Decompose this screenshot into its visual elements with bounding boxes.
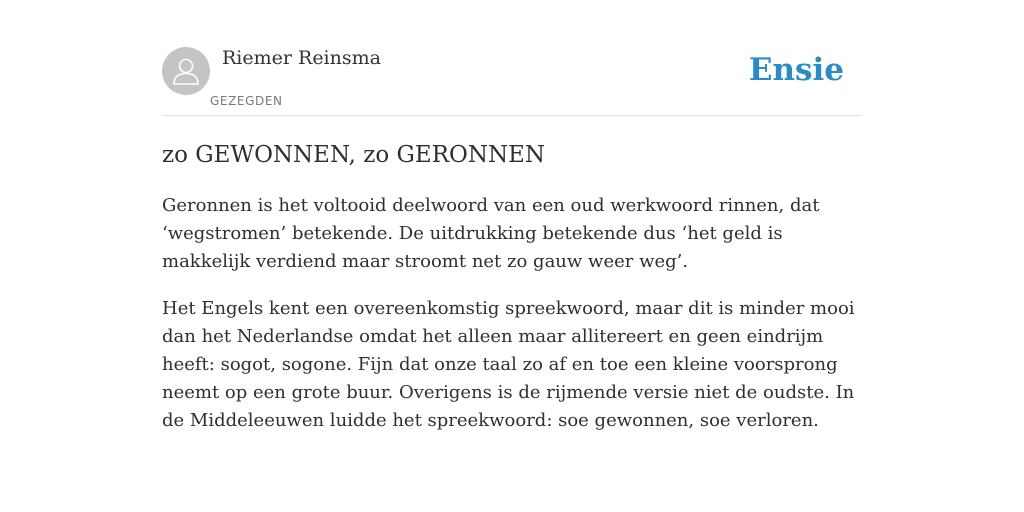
article-paragraph: Geronnen is het voltooid deelwoord van een oud werkwoord rinnen, dat ‘wegstromen’ betekende. De uitdrukking betekende dus ‘het geld is makkelijk verdiend maar stroomt net zo gauw weer weg’.	[162, 195, 820, 272]
header	[162, 44, 862, 116]
avatar[interactable]	[162, 47, 210, 95]
article-body	[162, 192, 862, 454]
article-paragraph: Het Engels kent een overeenkomstig spreekwoord, maar dit is minder mooi dan het Nederlandse omdat het alleen maar allitereert en geen eindrijm heeft: sogot, sogone. Fijn dat onze taal zo af en toe een kleine voorsprong neemt op een grote buur. Overigens is de rijmende versie niet de oudste. In de Middeleeuwen luidde het spreekwoord: soe gewonnen, soe verloren.	[162, 298, 855, 431]
brand-logo[interactable]: Ensie	[748, 52, 844, 88]
user-icon	[162, 47, 210, 95]
author-name[interactable]: Riemer Reinsma	[222, 47, 381, 69]
article-title: zo GEWONNEN, zo GERONNEN	[162, 142, 546, 168]
category-label[interactable]: GEZEGDEN	[210, 94, 283, 108]
